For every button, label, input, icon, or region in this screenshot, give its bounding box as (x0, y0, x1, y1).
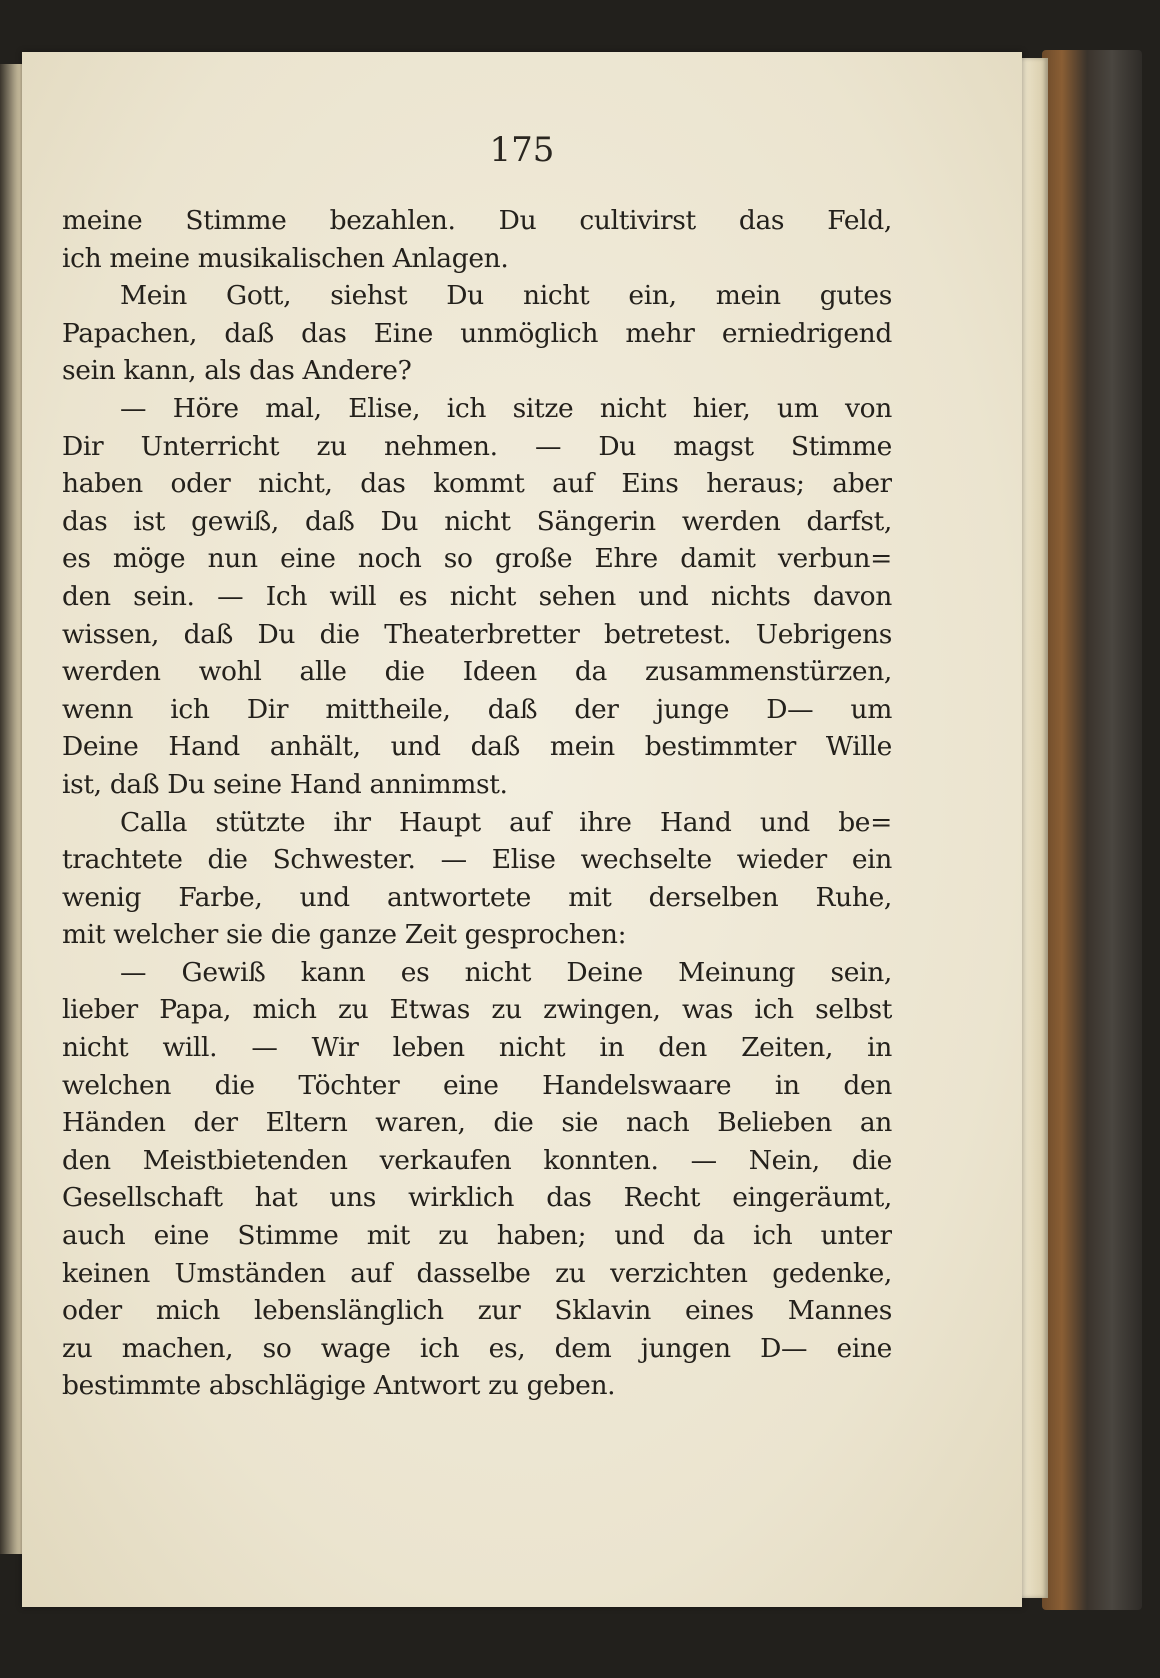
text-line: haben oder nicht, das kommt auf Eins heraus; aber (62, 468, 892, 500)
text-line: sein kann, als das Andere? (62, 355, 412, 387)
text-line: Papachen, daß das Eine unmöglich mehr erniedrigend (62, 317, 892, 349)
text-line: Dir Unterricht zu nehmen. — Du magst Stimme (62, 430, 892, 462)
text-line: — Höre mal, Elise, ich sitze nicht hier, um von (120, 392, 892, 424)
text-line: wissen, daß Du die Theaterbretter betretest. Uebrigens (62, 618, 892, 650)
text-line: — Gewiß kann es nicht Deine Meinung sein, (120, 956, 892, 988)
text-line: auch eine Stimme mit zu haben; und da ich unter (62, 1220, 892, 1252)
book-page (22, 52, 1022, 1607)
text-line: bestimmte abschlägige Antwort zu geben. (62, 1370, 616, 1402)
text-line: Gesellschaft hat uns wirklich das Recht eingeräumt, (62, 1182, 892, 1214)
text-line: lieber Papa, mich zu Etwas zu zwingen, was ich selbst (62, 994, 892, 1026)
text-line: den sein. — Ich will es nicht sehen und nichts davon (62, 580, 892, 612)
text-line: nicht will. — Wir leben nicht in den Zeiten, in (62, 1032, 892, 1064)
text-line: meine Stimme bezahlen. Du cultivirst das Feld, (62, 205, 892, 236)
text-line: Mein Gott, siehst Du nicht ein, mein gutes (120, 280, 892, 312)
text-line: zu machen, so wage ich es, dem jungen D— eine (62, 1332, 892, 1364)
text-line: wenn ich Dir mittheile, daß der junge D— um (62, 693, 892, 725)
text-line: es möge nun eine noch so große Ehre damit verbun= (62, 543, 892, 575)
text-line: welchen die Töchter eine Handelswaare in den (62, 1069, 892, 1101)
text-line: oder mich lebenslänglich zur Sklavin eines Mannes (62, 1295, 892, 1327)
text-line: mit welcher sie die ganze Zeit gesprochen: (62, 919, 627, 951)
text-line: keinen Umständen auf dasselbe zu verzichten gedenke, (62, 1257, 892, 1289)
text-line: den Meistbietenden verkaufen konnten. — Nein, die (62, 1144, 892, 1176)
text-line: ist, daß Du seine Hand annimmst. (62, 768, 508, 800)
text-line: ich meine musikalischen Anlagen. (62, 242, 509, 274)
book-cover-edge (1042, 50, 1142, 1610)
text-line: werden wohl alle die Ideen da zusammenstürzen, (62, 656, 892, 688)
text-line: wenig Farbe, und antwortete mit derselben Ruhe, (62, 881, 892, 913)
text-line: Calla stützte ihr Haupt auf ihre Hand und be= (120, 806, 892, 838)
text-line: das ist gewiß, daß Du nicht Sängerin werden darfst, (62, 505, 892, 537)
text-line: trachtete die Schwester. — Elise wechselte wieder ein (62, 844, 892, 876)
body-text (62, 202, 892, 1405)
text-line: Deine Hand anhält, und daß mein bestimmter Wille (62, 731, 892, 763)
page-number: 175 (489, 130, 555, 170)
text-line: Händen der Eltern waren, die sie nach Belieben an (62, 1107, 892, 1139)
